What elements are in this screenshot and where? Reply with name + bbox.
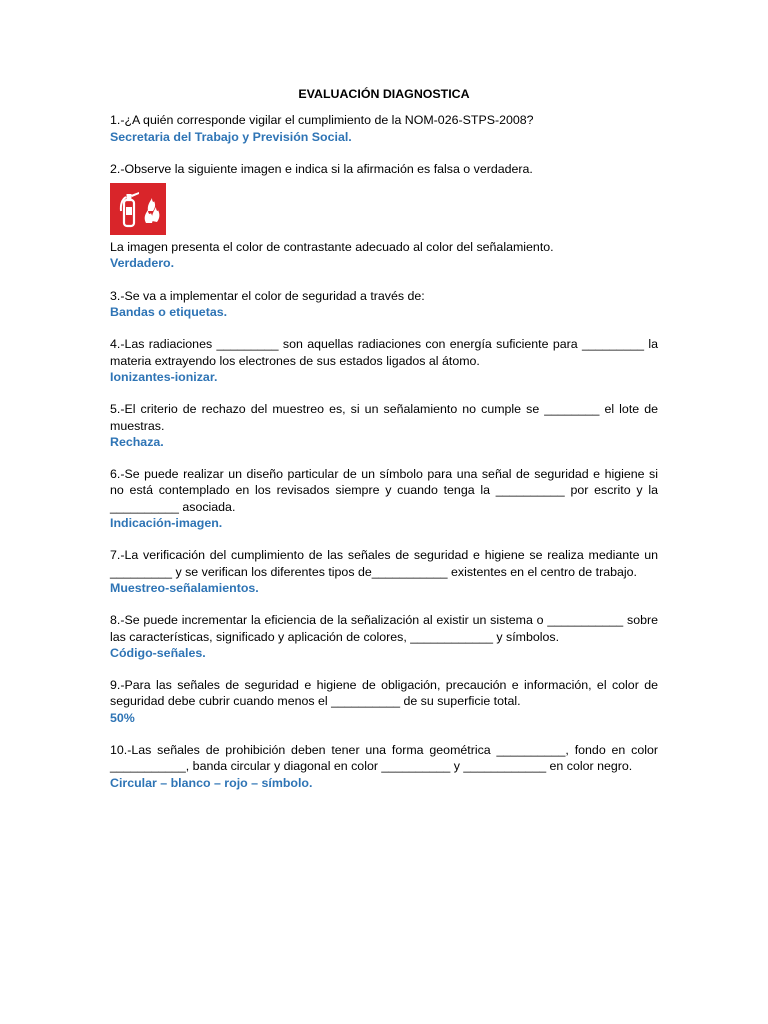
answer-text: Muestreo-señalamientos. [110, 580, 259, 595]
answer-text: Circular – blanco – rojo – símbolo. [110, 775, 313, 790]
question-9 [110, 677, 658, 726]
question-text: 9.-Para las señales de seguridad e higiene de obligación, precaución e información, el color de seguridad debe cubrir cuando menos el __________ de su superficie total. [110, 678, 658, 709]
page-title: EVALUACIÓN DIAGNOSTICA [298, 87, 470, 101]
answer-text: Secretaria del Trabajo y Previsión Social. [110, 129, 352, 144]
answer-text: 50% [110, 710, 135, 725]
answer-text: Código-señales. [110, 645, 206, 660]
fire-extinguisher-sign-icon [110, 183, 166, 235]
question-text: 4.-Las radiaciones _________ son aquellas radiaciones con energía suficiente para _________ la materia extrayendo los electrones de sus estados ligados al átomo. [110, 337, 658, 368]
question-text: 6.-Se puede realizar un diseño particular de un símbolo para una señal de seguridad e higiene si no está contemplado en los revisados siempre y cuando tenga la __________ por escrito y la __________ asociada. [110, 467, 658, 514]
question-text: 8.-Se puede incrementar la eficiencia de la señalización al existir un sistema o ___________ sobre las características, significado y aplicación de colores, ____________ y símbolos. [110, 613, 658, 644]
question-4 [110, 336, 658, 385]
question-text: 7.-La verificación del cumplimiento de las señales de seguridad e higiene se realiza mediante un _________ y se verifican los diferentes tipos de___________ existentes en el centro de trabajo. [110, 548, 658, 579]
question-text: 2.-Observe la siguiente imagen e indica si la afirmación es falsa o verdadera. [110, 161, 533, 176]
statement-text: La imagen presenta el color de contrastante adecuado al color del señalamiento. [110, 240, 554, 255]
question-text: 3.-Se va a implementar el color de seguridad a través de: [110, 288, 425, 303]
question-text: 10.-Las señales de prohibición deben tener una forma geométrica __________, fondo en color ___________, banda circular y diagonal en color __________ y ____________ en color negro. [110, 743, 658, 774]
question-1 [110, 112, 658, 145]
question-3 [110, 288, 658, 321]
answer-text: Ionizantes-ionizar. [110, 369, 218, 384]
question-text: 1.-¿A quién corresponde vigilar el cumplimiento de la NOM-026-STPS-2008? [110, 113, 534, 128]
answer-text: Bandas o etiquetas. [110, 305, 228, 320]
question-2 [110, 161, 658, 272]
question-10 [110, 742, 658, 791]
question-5 [110, 401, 658, 450]
question-8 [110, 612, 658, 661]
document-page [110, 86, 658, 807]
answer-text: Rechaza. [110, 434, 164, 449]
question-text: 5.-El criterio de rechazo del muestreo es, si un señalamiento no cumple se ________ el lote de muestras. [110, 402, 658, 433]
answer-text: Verdadero. [110, 256, 175, 271]
question-7 [110, 547, 658, 596]
question-6 [110, 466, 658, 531]
answer-text: Indicación-imagen. [110, 516, 223, 531]
